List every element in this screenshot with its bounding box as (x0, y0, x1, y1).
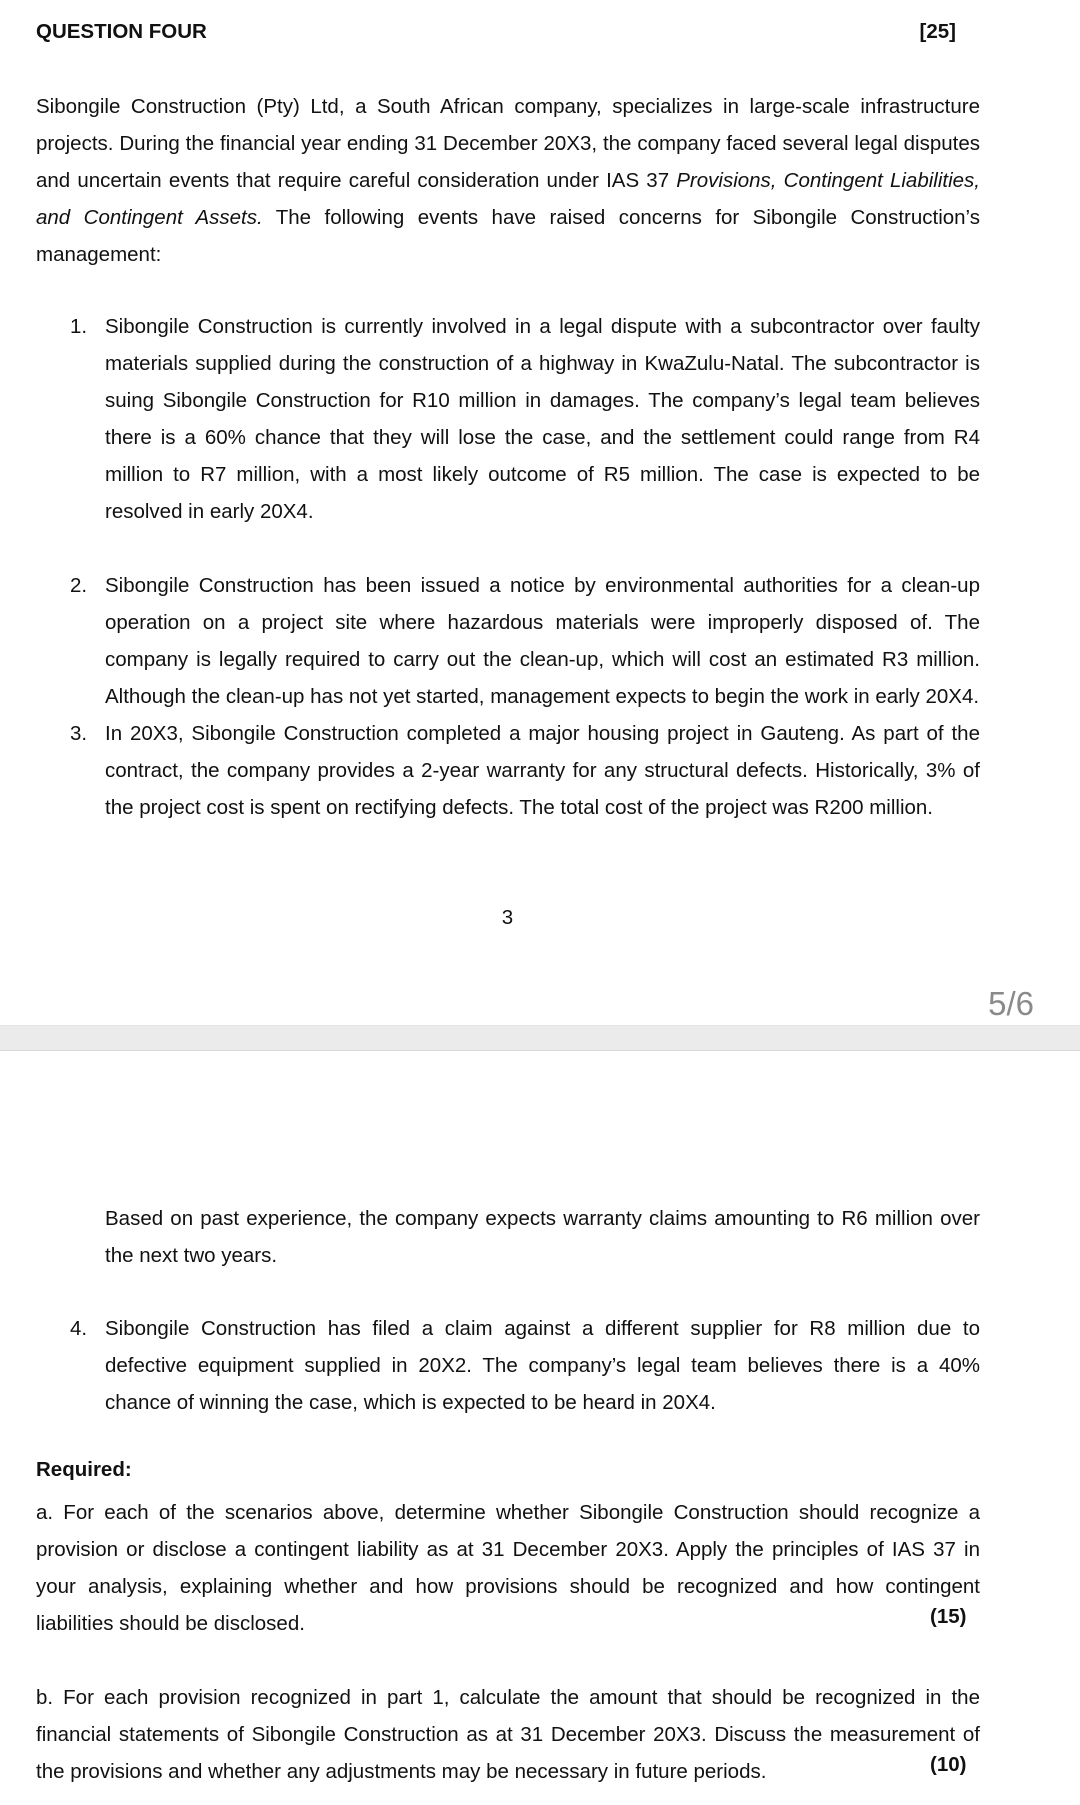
required-part-b-text: b. For each provision recognized in part 1, calculate the amount that should be recognized in the financial statements of Sibongile Construction as at 31 December 20X3. Discuss the measurement of the provisions and whether any adjustments may be necessary in future periods. (36, 1686, 980, 1783)
intro-text-end: The following events have raised concerns for Sibongile Construction’s management: (36, 206, 980, 266)
page-separator-band (0, 1026, 1080, 1050)
required-part-a-marks: (15) (930, 1605, 967, 1628)
list-item-number: 1. (70, 315, 88, 338)
scenario-list-continued (70, 1310, 980, 1421)
list-item (70, 567, 980, 715)
list-item-text: Sibongile Construction has been issued a notice by environmental authorities for a clean-up operation on a project site where hazardous materials were improperly disposed of. The company is legally required to carry out the clean-up, which will cost an estimated R3 million. Although the clean-up has not yet started, management expects to begin the work in early 20X4. (105, 574, 980, 708)
intro-text: Sibongile Construction (Pty) Ltd, a South African company, specializes in large-scale infrastructure projects. During the financial year ending 31 December 20X3, the company faced several legal disputes and uncertain events that require careful consideration under IAS 37 (36, 95, 980, 192)
list-item-text: In 20X3, Sibongile Construction completed a major housing project in Gauteng. As part of the contract, the company provides a 2-year warranty for any structural defects. Historically, 3% of the project cost is spent on rectifying defects. The total cost of the project was R200 million. (105, 722, 980, 819)
list-item-number: 2. (70, 574, 88, 597)
page-indicator: 5/6 (988, 985, 1034, 1022)
list-item (70, 715, 980, 826)
scenario-list (70, 308, 980, 826)
list-item-text: Sibongile Construction has filed a claim against a different supplier for R8 million due to defective equipment supplied in 20X2. The company’s legal team believes there is a 40% chance of winning the case, which is expected to be heard in 20X4. (105, 1317, 980, 1414)
required-part-a-text: a. For each of the scenarios above, determine whether Sibongile Construction should recognize a provision or disclose a contingent liability as at 31 December 20X3. Apply the principles of IAS 37 in your analysis, explaining whether and how provisions should be recognized and how contingent liabilities should be disclosed. (36, 1501, 980, 1635)
list-item (70, 308, 980, 530)
required-heading: Required: (36, 1458, 132, 1481)
required-part-a (36, 1494, 980, 1642)
continuation-text: Based on past experience, the company expects warranty claims amounting to R6 million over the next two years. (105, 1207, 980, 1267)
intro-standard-title: Provisions, Contingent Liabilities, and Contingent Assets. (36, 169, 980, 229)
required-part-b-marks: (10) (930, 1753, 967, 1776)
question-marks: [25] (919, 20, 956, 43)
intro-paragraph (36, 88, 980, 273)
question-title: QUESTION FOUR (36, 20, 207, 43)
list-item-number: 3. (70, 722, 88, 745)
page-number: 3 (501, 906, 514, 929)
question-header (36, 20, 956, 44)
list-item-text: Sibongile Construction is currently involved in a legal dispute with a subcontractor over faulty materials supplied during the construction of a highway in KwaZulu-Natal. The subcontractor is suing Sibongile Construction for R10 million in damages. The company’s legal team believes there is a 60% chance that they will lose the case, and the settlement could range from R4 million to R7 million, with a most likely outcome of R5 million. The case is expected to be resolved in early 20X4. (105, 315, 980, 523)
required-part-b (36, 1679, 980, 1790)
list-item-number: 4. (70, 1317, 88, 1340)
list-item (70, 1310, 980, 1421)
page-separator-bottom (0, 1050, 1080, 1051)
